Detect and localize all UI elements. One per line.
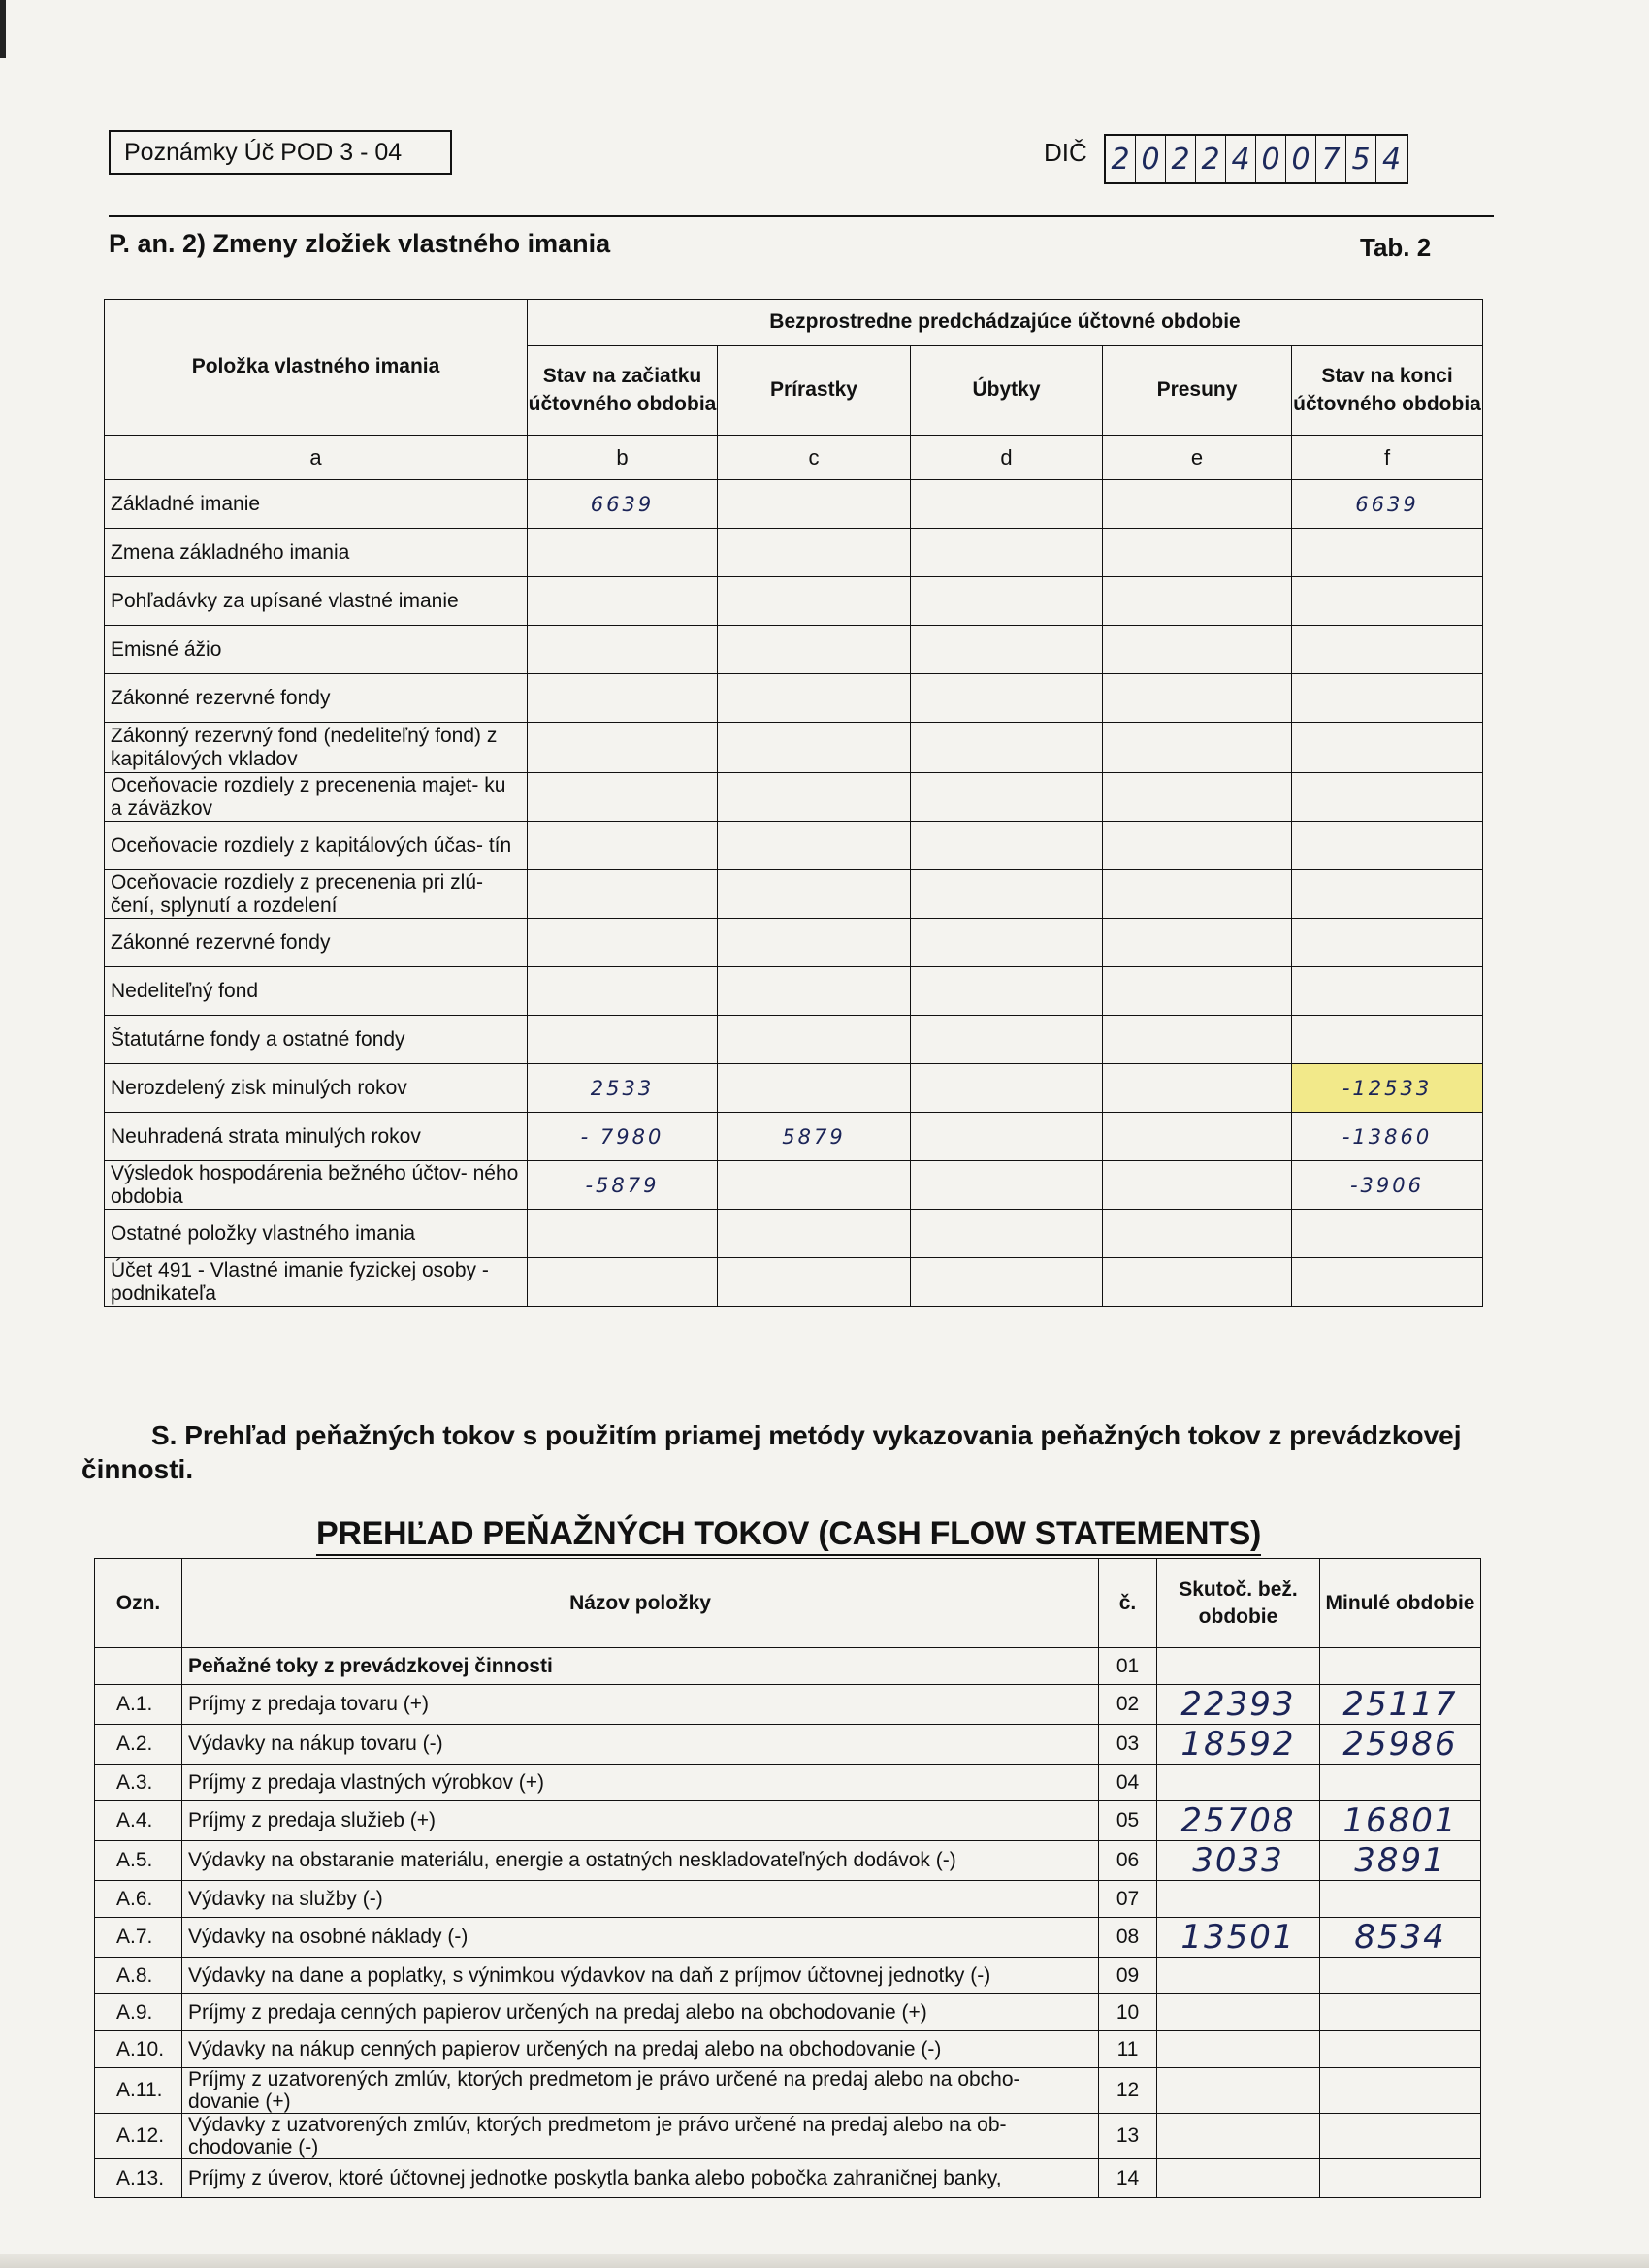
cashflow-line-number: 03 xyxy=(1099,1725,1157,1765)
equity-value-d xyxy=(911,480,1103,529)
equity-row xyxy=(105,674,1483,723)
cashflow-current-value: 13501 xyxy=(1157,1918,1320,1958)
dic-digit-box: 4 xyxy=(1381,142,1402,177)
equity-value-d xyxy=(911,1064,1103,1113)
equity-row xyxy=(105,1258,1483,1307)
dic-label: DIČ xyxy=(1044,138,1087,167)
equity-item-label: Výsledok hospodárenia bežného účtov- ného obdobia xyxy=(105,1161,528,1210)
equity-value-e xyxy=(1103,529,1292,577)
cashflow-prior-value xyxy=(1320,1881,1481,1918)
equity-item-label: Neuhradená strata minulých rokov xyxy=(105,1113,528,1161)
equity-row xyxy=(105,1016,1483,1064)
col-header-item: Položka vlastného imania xyxy=(105,300,528,436)
equity-value-d xyxy=(911,529,1103,577)
form-identifier-text: Poznámky Úč POD 3 - 04 xyxy=(124,138,403,166)
equity-item-label: Oceňovacie rozdiely z kapitálových účas- tín xyxy=(105,822,528,870)
equity-value-b xyxy=(528,674,718,723)
equity-value-c xyxy=(718,822,911,870)
equity-value-c xyxy=(718,919,911,967)
col-header-increases: Prírastky xyxy=(718,346,911,436)
cashflow-row xyxy=(95,1765,1481,1801)
equity-value-e xyxy=(1103,480,1292,529)
equity-value-b xyxy=(528,1210,718,1258)
cashflow-line-number: 02 xyxy=(1099,1685,1157,1725)
cashflow-item-name: Výdavky z uzatvorených zmlúv, ktorých predmetom je právo určené na predaj alebo na ob- chodovanie (-) xyxy=(182,2114,1099,2159)
equity-value-f xyxy=(1292,822,1483,870)
equity-value-c xyxy=(718,773,911,822)
equity-value-d xyxy=(911,723,1103,773)
equity-value-b: -5879 xyxy=(528,1161,718,1210)
equity-row xyxy=(105,626,1483,674)
equity-item-label: Ostatné položky vlastného imania xyxy=(105,1210,528,1258)
equity-value-e xyxy=(1103,1064,1292,1113)
equity-item-label: Zmena základného imania xyxy=(105,529,528,577)
equity-value-b xyxy=(528,773,718,822)
equity-value-d xyxy=(911,773,1103,822)
equity-value-d xyxy=(911,1161,1103,1210)
equity-row xyxy=(105,1064,1483,1113)
equity-value-b xyxy=(528,870,718,919)
cashflow-current-value xyxy=(1157,2114,1320,2159)
dic-digit-box: 5 xyxy=(1346,136,1376,182)
equity-value-b xyxy=(528,919,718,967)
col-header-name: Názov položky xyxy=(182,1559,1099,1648)
equity-value-e xyxy=(1103,822,1292,870)
equity-value-f: -12533 xyxy=(1292,1064,1483,1113)
equity-item-label: Nerozdelený zisk minulých rokov xyxy=(105,1064,528,1113)
equity-row xyxy=(105,577,1483,626)
equity-row xyxy=(105,919,1483,967)
cashflow-item-name: Výdavky na nákup tovaru (-) xyxy=(182,1725,1099,1765)
equity-value-f xyxy=(1292,1210,1483,1258)
equity-value-f: -3906 xyxy=(1292,1161,1483,1210)
cashflow-row xyxy=(95,2114,1481,2159)
cashflow-item-name: Peňažné toky z prevádzkovej činnosti xyxy=(182,1648,1099,1685)
equity-value-f xyxy=(1292,723,1483,773)
equity-value-f xyxy=(1292,626,1483,674)
equity-row xyxy=(105,822,1483,870)
form-identifier xyxy=(109,130,452,175)
cashflow-line-number: 10 xyxy=(1099,1994,1157,2031)
equity-value-e xyxy=(1103,1258,1292,1307)
equity-value-f: 6639 xyxy=(1292,480,1483,529)
dic-digit-box: 7 xyxy=(1316,136,1346,182)
cashflow-item-name: Príjmy z predaja vlastných výrobkov (+) xyxy=(182,1765,1099,1801)
equity-value-d xyxy=(911,1113,1103,1161)
equity-value-e xyxy=(1103,1210,1292,1258)
cashflow-prior-value: 8534 xyxy=(1320,1918,1481,1958)
col-letter: b xyxy=(528,436,718,480)
equity-value-c xyxy=(718,674,911,723)
equity-value-b xyxy=(528,723,718,773)
equity-value-e xyxy=(1103,674,1292,723)
equity-item-label: Pohľadávky za upísané vlastné imanie xyxy=(105,577,528,626)
cashflow-line-number: 09 xyxy=(1099,1958,1157,1994)
equity-value-c xyxy=(718,529,911,577)
equity-value-e xyxy=(1103,626,1292,674)
cashflow-current-value: 25708 xyxy=(1157,1801,1320,1841)
equity-row xyxy=(105,480,1483,529)
equity-value-f xyxy=(1292,1258,1483,1307)
equity-item-label: Zákonný rezervný fond (nedeliteľný fond) z kapitálových vkladov xyxy=(105,723,528,773)
cashflow-current-value: 18592 xyxy=(1157,1725,1320,1765)
cashflow-prior-value: 16801 xyxy=(1320,1801,1481,1841)
cashflow-line-number: 01 xyxy=(1099,1648,1157,1685)
equity-value-e xyxy=(1103,577,1292,626)
cashflow-code: A.4. xyxy=(95,1801,182,1841)
equity-row xyxy=(105,967,1483,1016)
column-letters-row xyxy=(105,436,1483,480)
equity-row xyxy=(105,1113,1483,1161)
col-header-code: Ozn. xyxy=(95,1559,182,1648)
cashflow-current-value xyxy=(1157,1958,1320,1994)
cashflow-line-number: 05 xyxy=(1099,1801,1157,1841)
equity-item-label: Zákonné rezervné fondy xyxy=(105,919,528,967)
equity-value-c xyxy=(718,1161,911,1210)
dic-boxes xyxy=(1104,134,1408,184)
equity-value-f xyxy=(1292,967,1483,1016)
equity-value-f xyxy=(1292,773,1483,822)
cashflow-prior-value xyxy=(1320,2031,1481,2068)
cashflow-prior-value xyxy=(1320,2068,1481,2114)
equity-value-b xyxy=(528,967,718,1016)
equity-value-d xyxy=(911,626,1103,674)
cashflow-section-title: S. Prehľad peňažných tokov s použitím priamej metódy vykazovania peňažných tokov z prevádzkovej činnosti. xyxy=(81,1420,1462,1484)
equity-value-f xyxy=(1292,870,1483,919)
col-header-decreases: Úbytky xyxy=(911,346,1103,436)
cashflow-item-name: Príjmy z predaja cenných papierov určených na predaj alebo na obchodovanie (+) xyxy=(182,1994,1099,2031)
equity-row xyxy=(105,529,1483,577)
equity-item-label: Účet 491 - Vlastné imanie fyzickej osoby - podnikateľa xyxy=(105,1258,528,1307)
dic-digit-box: 2 xyxy=(1166,136,1196,182)
equity-row xyxy=(105,1210,1483,1258)
cashflow-item-name: Výdavky na služby (-) xyxy=(182,1881,1099,1918)
cashflow-row xyxy=(95,1881,1481,1918)
cashflow-prior-value: 3891 xyxy=(1320,1841,1481,1881)
cashflow-current-value: 3033 xyxy=(1157,1841,1320,1881)
cashflow-current-value xyxy=(1157,1881,1320,1918)
equity-value-b xyxy=(528,822,718,870)
col-header-current-period: Skutoč. bež. obdobie xyxy=(1157,1559,1320,1648)
equity-item-label: Štatutárne fondy a ostatné fondy xyxy=(105,1016,528,1064)
equity-value-b xyxy=(528,577,718,626)
cashflow-current-value xyxy=(1157,2159,1320,2198)
cashflow-item-name: Príjmy z predaja služieb (+) xyxy=(182,1801,1099,1841)
cashflow-code: A.12. xyxy=(95,2114,182,2159)
cashflow-code: A.2. xyxy=(95,1725,182,1765)
cashflow-table xyxy=(94,1558,1481,2198)
equity-value-e xyxy=(1103,870,1292,919)
equity-value-e xyxy=(1103,1113,1292,1161)
equity-value-c xyxy=(718,577,911,626)
cashflow-current-value xyxy=(1157,1648,1320,1685)
equity-value-e xyxy=(1103,967,1292,1016)
cashflow-line-number: 04 xyxy=(1099,1765,1157,1801)
cashflow-line-number: 13 xyxy=(1099,2114,1157,2159)
equity-value-d xyxy=(911,967,1103,1016)
cashflow-prior-value xyxy=(1320,2114,1481,2159)
equity-value-b xyxy=(528,1016,718,1064)
cashflow-group-row xyxy=(95,1648,1481,1685)
equity-value-d xyxy=(911,577,1103,626)
cashflow-code: A.3. xyxy=(95,1765,182,1801)
equity-section-title: P. an. 2) Zmeny zložiek vlastného imania xyxy=(109,229,611,258)
equity-value-c xyxy=(718,1064,911,1113)
cashflow-row xyxy=(95,1725,1481,1765)
equity-item-label: Nedeliteľný fond xyxy=(105,967,528,1016)
cashflow-row xyxy=(95,1841,1481,1881)
equity-row xyxy=(105,870,1483,919)
col-letter: c xyxy=(718,436,911,480)
equity-value-d xyxy=(911,870,1103,919)
cashflow-item-name: Výdavky na obstaranie materiálu, energie a ostatných neskladovateľných dodávok (-) xyxy=(182,1841,1099,1881)
cashflow-code: A.11. xyxy=(95,2068,182,2114)
cashflow-line-number: 14 xyxy=(1099,2159,1157,2198)
cashflow-row xyxy=(95,1685,1481,1725)
cashflow-current-value: 22393 xyxy=(1157,1685,1320,1725)
equity-value-f xyxy=(1292,674,1483,723)
equity-value-b: - 7980 xyxy=(528,1113,718,1161)
cashflow-code: A.8. xyxy=(95,1958,182,1994)
cashflow-item-name: Príjmy z predaja tovaru (+) xyxy=(182,1685,1099,1725)
cashflow-row xyxy=(95,1918,1481,1958)
equity-value-e xyxy=(1103,723,1292,773)
equity-item-label: Oceňovacie rozdiely z precenenia majet- ku a záväzkov xyxy=(105,773,528,822)
equity-item-label: Zákonné rezervné fondy xyxy=(105,674,528,723)
equity-value-f xyxy=(1292,1016,1483,1064)
equity-value-e xyxy=(1103,773,1292,822)
cashflow-current-value xyxy=(1157,1765,1320,1801)
cashflow-line-number: 07 xyxy=(1099,1881,1157,1918)
cashflow-table-title: PREHĽAD PEŇAŽNÝCH TOKOV (CASH FLOW STATEMENTS) xyxy=(316,1515,1261,1556)
cashflow-code: A.1. xyxy=(95,1685,182,1725)
equity-value-b xyxy=(528,626,718,674)
equity-value-d xyxy=(911,919,1103,967)
cashflow-line-number: 06 xyxy=(1099,1841,1157,1881)
equity-value-b xyxy=(528,1258,718,1307)
cashflow-item-name: Výdavky na dane a poplatky, s výnimkou výdavkov na daň z príjmov účtovnej jednotky (-) xyxy=(182,1958,1099,1994)
cashflow-row xyxy=(95,2031,1481,2068)
col-header-prior-period: Minulé obdobie xyxy=(1320,1559,1481,1648)
dic-digit-box: 0 xyxy=(1256,136,1286,182)
cashflow-line-number: 11 xyxy=(1099,2031,1157,2068)
equity-value-c xyxy=(718,480,911,529)
cashflow-row xyxy=(95,1801,1481,1841)
equity-row xyxy=(105,773,1483,822)
cashflow-prior-value xyxy=(1320,1958,1481,1994)
cashflow-code: A.7. xyxy=(95,1918,182,1958)
equity-value-f xyxy=(1292,529,1483,577)
equity-item-label: Oceňovacie rozdiely z precenenia pri zlú- čení, splynutí a rozdelení xyxy=(105,870,528,919)
equity-row xyxy=(105,723,1483,773)
cashflow-item-name: Výdavky na nákup cenných papierov určených na predaj alebo na obchodovanie (-) xyxy=(182,2031,1099,2068)
equity-row xyxy=(105,1161,1483,1210)
cashflow-line-number: 08 xyxy=(1099,1918,1157,1958)
cashflow-item-name: Výdavky na osobné náklady (-) xyxy=(182,1918,1099,1958)
scan-edge xyxy=(0,0,6,58)
equity-value-d xyxy=(911,822,1103,870)
dic-digit-box: 0 xyxy=(1136,136,1166,182)
equity-value-c: 5879 xyxy=(718,1113,911,1161)
col-header-end-balance: Stav na konci účtovného obdobia xyxy=(1292,346,1483,436)
cashflow-code: A.9. xyxy=(95,1994,182,2031)
cashflow-code: A.10. xyxy=(95,2031,182,2068)
cashflow-current-value xyxy=(1157,2031,1320,2068)
cashflow-code xyxy=(95,1648,182,1685)
equity-value-c xyxy=(718,1210,911,1258)
col-letter: f xyxy=(1292,436,1483,480)
equity-value-e xyxy=(1103,919,1292,967)
equity-value-b: 6639 xyxy=(528,480,718,529)
col-letter: d xyxy=(911,436,1103,480)
col-header-start-balance: Stav na začiatku účtovného obdobia xyxy=(528,346,718,436)
scan-bottom-edge xyxy=(0,2254,1649,2268)
equity-value-d xyxy=(911,674,1103,723)
equity-value-c xyxy=(718,967,911,1016)
equity-value-c xyxy=(718,1016,911,1064)
equity-value-d xyxy=(911,1210,1103,1258)
equity-value-e xyxy=(1103,1161,1292,1210)
cashflow-code: A.13. xyxy=(95,2159,182,2198)
equity-value-d xyxy=(911,1016,1103,1064)
dic-digit-box: 2 xyxy=(1106,136,1136,182)
equity-value-f: -13860 xyxy=(1292,1113,1483,1161)
col-header-number: č. xyxy=(1099,1559,1157,1648)
cashflow-row xyxy=(95,1958,1481,1994)
cashflow-prior-value xyxy=(1320,1994,1481,2031)
equity-value-d xyxy=(911,1258,1103,1307)
dic-digit-box: 4 xyxy=(1226,136,1256,182)
cashflow-prior-value xyxy=(1320,2159,1481,2198)
dic-digit-box: 2 xyxy=(1196,136,1226,182)
equity-value-e xyxy=(1103,1016,1292,1064)
equity-value-c xyxy=(718,626,911,674)
header-rule xyxy=(109,215,1494,217)
equity-item-label: Emisné ážio xyxy=(105,626,528,674)
cashflow-code: A.5. xyxy=(95,1841,182,1881)
equity-value-b: 2533 xyxy=(528,1064,718,1113)
col-header-transfers: Presuny xyxy=(1103,346,1292,436)
col-header-period-group: Bezprostredne predchádzajúce účtovné obdobie xyxy=(528,300,1483,346)
equity-value-c xyxy=(718,1258,911,1307)
equity-item-label: Základné imanie xyxy=(105,480,528,529)
cashflow-prior-value: 25117 xyxy=(1320,1685,1481,1725)
col-letter: a xyxy=(105,436,528,480)
equity-changes-table xyxy=(104,299,1483,1307)
cashflow-row xyxy=(95,1994,1481,2031)
cashflow-prior-value xyxy=(1320,1765,1481,1801)
dic-digit-box: 0 xyxy=(1286,136,1316,182)
cashflow-row xyxy=(95,2159,1481,2198)
equity-value-c xyxy=(718,723,911,773)
equity-value-f xyxy=(1292,577,1483,626)
cashflow-code: A.6. xyxy=(95,1881,182,1918)
cashflow-current-value xyxy=(1157,1994,1320,2031)
cashflow-item-name: Príjmy z úverov, ktoré účtovnej jednotke poskytla banka alebo pobočka zahraničnej banky, xyxy=(182,2159,1099,2198)
cashflow-line-number: 12 xyxy=(1099,2068,1157,2114)
equity-value-c xyxy=(718,870,911,919)
cashflow-current-value xyxy=(1157,2068,1320,2114)
col-letter: e xyxy=(1103,436,1292,480)
cashflow-prior-value: 25986 xyxy=(1320,1725,1481,1765)
equity-value-f xyxy=(1292,919,1483,967)
table-label: Tab. 2 xyxy=(1360,233,1432,262)
cashflow-item-name: Príjmy z uzatvorených zmlúv, ktorých predmetom je právo určené na predaj alebo na obcho- dovanie (+) xyxy=(182,2068,1099,2114)
equity-value-b xyxy=(528,529,718,577)
cashflow-row xyxy=(95,2068,1481,2114)
cashflow-prior-value xyxy=(1320,1648,1481,1685)
